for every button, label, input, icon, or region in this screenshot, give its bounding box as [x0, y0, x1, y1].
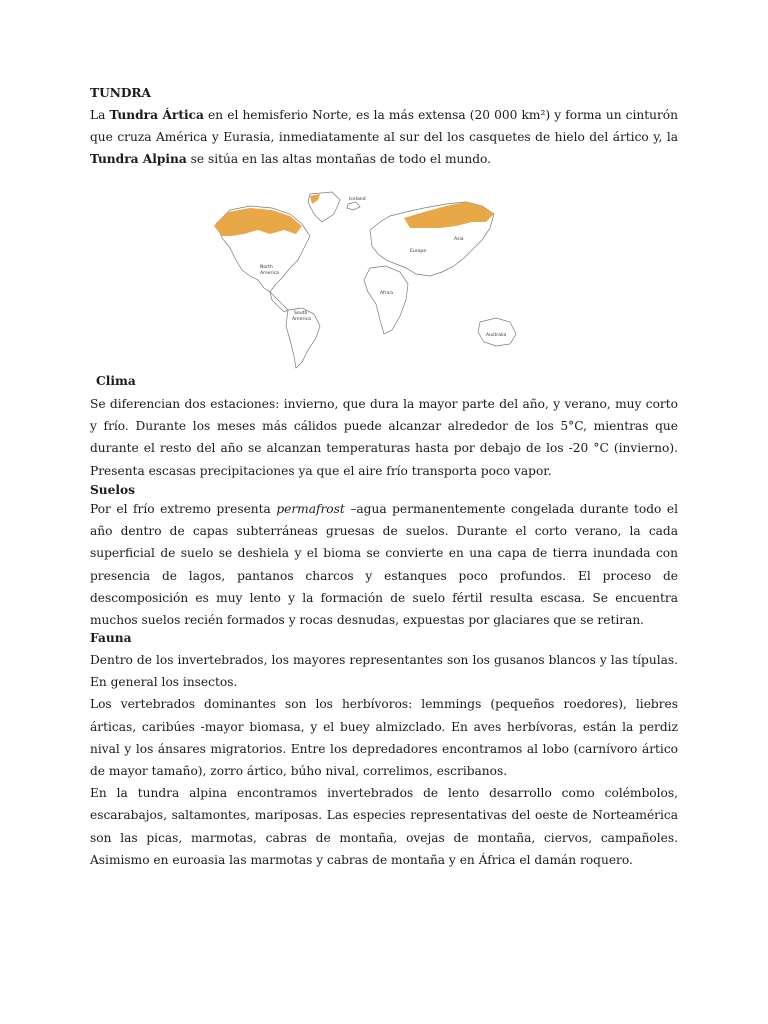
label-africa: Africa	[380, 291, 394, 296]
label-south-america-1: South	[294, 311, 308, 316]
clima-text: Se diferencian dos estaciones: invierno, que dura la mayor parte del año, y verano, muy corto y frío. Durante los meses más cálidos puede alcanzar alrededor de los 5°C, mientras que durante el resto del año se alcanzan temperaturas hasta por debajo de los -20 °C (invierno). Presenta escasas precipitaciones ya que el aire frío transporta poco vapor.	[90, 397, 678, 478]
intro-text-2: en el hemisferio Norte, es la más extensa (20 000 km²) y forma un cinturón que cruza América y Eurasia, inmediatamente al sur del los casquetes de hielo del ártico y, la	[90, 108, 678, 145]
suelos-heading: Suelos	[90, 483, 136, 497]
label-south-america-2: America	[292, 317, 311, 322]
fauna-paragraph-3: En la tundra alpina encontramos invertebrados de lento desarrollo como colémbolos, escarabajos, saltamontes, mariposas. Las especies representativas del oeste de Norteamérica son las picas, marmotas, cabras de montaña, ovejas de montaña, ciervos, campañoles. Asimismo en euroasia las marmotas y cabras de montaña y en África el damán roquero.	[90, 786, 678, 867]
suelos-text-1: Por el frío extremo presenta	[90, 502, 277, 516]
intro-paragraph	[90, 104, 678, 171]
intro-bold-2: Tundra Alpina	[90, 152, 187, 167]
australia-shape	[478, 318, 516, 346]
label-north-america-1: North	[260, 265, 273, 270]
document-title: TUNDRA	[90, 86, 151, 100]
label-north-america-2: America	[260, 271, 279, 276]
clima-heading: Clima	[96, 374, 136, 388]
label-iceland: Iceland	[349, 197, 366, 202]
intro-text-3: se sitúa en las altas montañas de todo el mundo.	[186, 152, 492, 167]
label-europe: Europe	[410, 249, 427, 254]
label-australia: Australia	[486, 333, 507, 338]
clima-paragraph	[90, 393, 678, 482]
fauna-section	[90, 649, 678, 871]
intro-text-1: La	[90, 108, 110, 122]
fauna-paragraph-2: Los vertebrados dominantes son los herbívoros: lemmings (pequeños roedores), liebres árticas, caribúes -mayor biomasa, y el buey almizclado. En aves herbívoras, están la perdiz nival y los ánsares migratorios. Entre los depredadores encontramos al lobo (carnívoro ártico de mayor tamaño), zorro ártico, búho nival, correlimos, escribanos.	[90, 697, 678, 779]
suelos-paragraph	[90, 498, 678, 631]
fauna-paragraph-1: Dentro de los invertebrados, los mayores representantes son los gusanos blancos y las típulas. En general los insectos.	[90, 653, 678, 690]
fauna-heading: Fauna	[90, 631, 132, 645]
label-asia: Asia	[454, 237, 464, 242]
suelos-italic-permafrost: permafrost	[276, 502, 345, 516]
intro-bold-1: Tundra Ártica	[109, 108, 204, 122]
suelos-text-2: –agua permanentemente congelada durante todo el año dentro de capas subterráneas gruesas de suelos. Durante el corto verano, la cada superficial de suelo se deshiela y el bioma se convierte en una capa de tierra inundada con presencia de lagos, pantanos charcos y estanques poco profundos. El proceso de descomposición es muy lento y la formación de suelo fértil resulta escasa. Se encuentra muchos suelos recién formados y rocas desnudas, expuestas por glaciares que se retiran.	[90, 502, 678, 628]
world-tundra-map	[210, 188, 528, 370]
